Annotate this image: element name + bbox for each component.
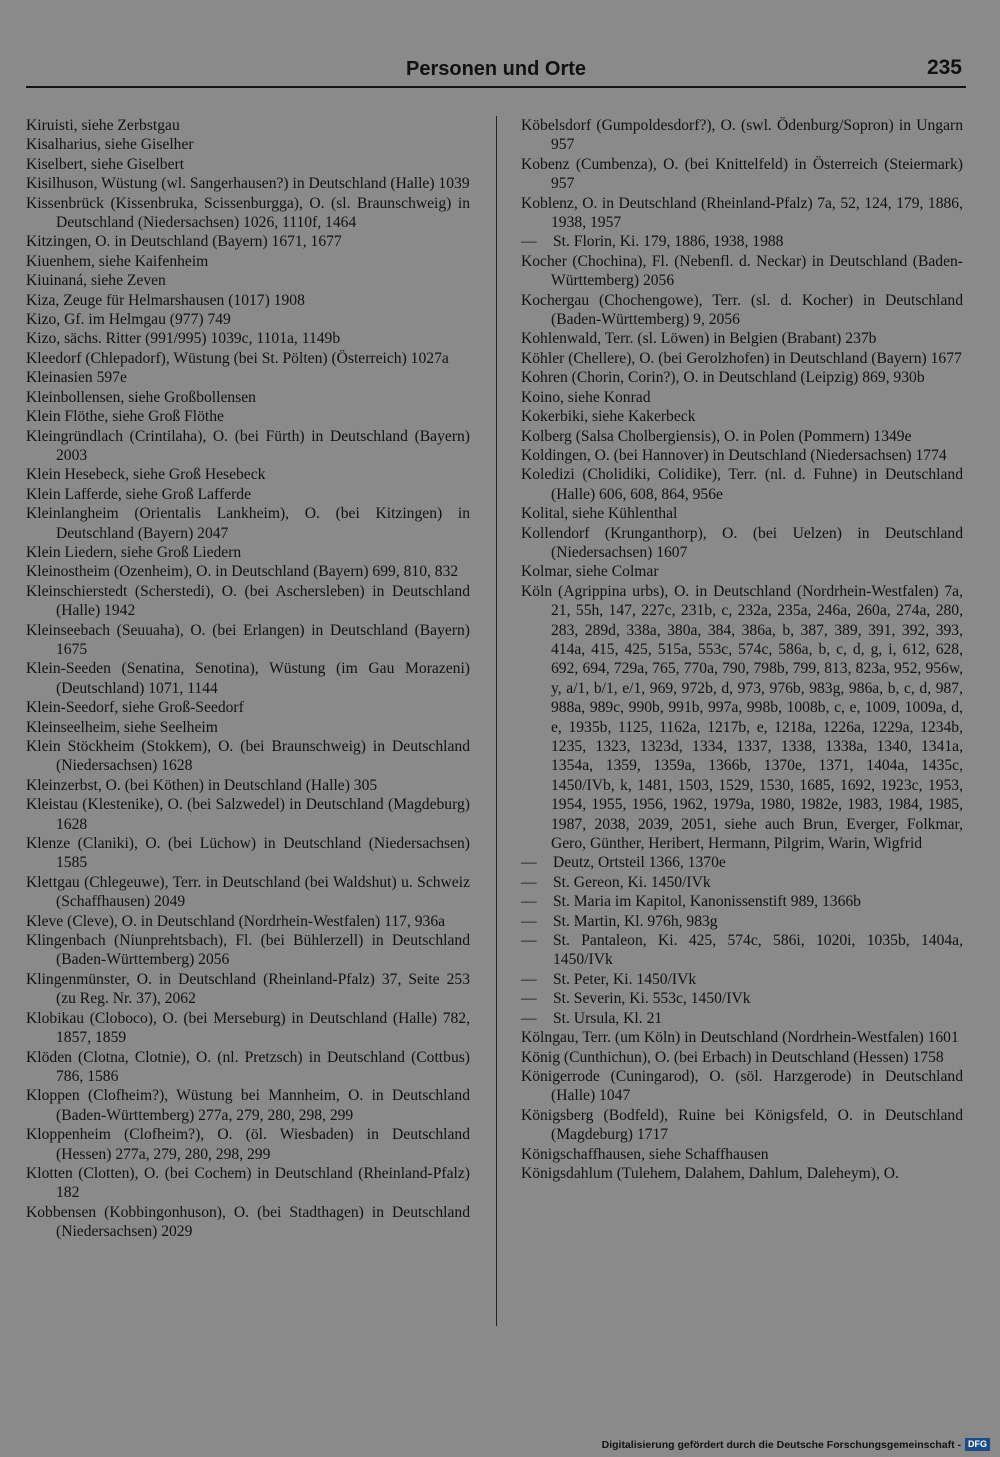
subentry-dash: — bbox=[521, 873, 537, 891]
subentry-dash: — bbox=[521, 1009, 537, 1027]
index-entry: Kisilhuson, Wüstung (wl. Sangerhausen?) in Deutschland (Halle) 1039 bbox=[26, 175, 470, 193]
index-subentry bbox=[521, 853, 963, 872]
index-entry: Kleve (Cleve), O. in Deutschland (Nordrhein-Westfalen) 117, 936a bbox=[26, 912, 446, 930]
index-entry: Kleinbollensen, siehe Großbollensen bbox=[26, 388, 256, 406]
index-entry: Kohren (Chorin, Corin?), O. in Deutschland (Leipzig) 869, 930b bbox=[521, 369, 925, 387]
index-entry: Kleinostheim (Ozenheim), O. in Deutschland (Bayern) 699, 810, 832 bbox=[26, 563, 459, 581]
subentry-text: St. Peter, Ki. 1450/IVk bbox=[553, 970, 697, 988]
index-entry: Kohlenwald, Terr. (sl. Löwen) in Belgien (Brabant) 237b bbox=[521, 330, 877, 348]
index-entry: Kloppenheim (Clofheim?), O. (öl. Wiesbaden) in Deutschland (Hessen) 277a, 279, 280, 298, 299 bbox=[26, 1126, 470, 1163]
index-entry: Klingenmünster, O. in Deutschland (Rheinland-Pfalz) 37, Seite 253 (zu Reg. Nr. 37), 2062 bbox=[26, 970, 470, 1008]
dfg-logo: DFG bbox=[965, 1438, 990, 1451]
index-entry: Klettgau (Chlegeuwe), Terr. in Deutschland (bei Waldshut) u. Schweiz (Schaffhausen) 2049 bbox=[26, 873, 470, 911]
index-entry: Kölngau, Terr. (um Köln) in Deutschland (Nordrhein-Westfalen) 1601 bbox=[521, 1029, 959, 1047]
subentry-text: St. Pantaleon, Ki. 425, 574c, 586i, 1020i, 1035b, 1404a, 1450/IVk bbox=[553, 932, 963, 969]
index-entry: Kleinschierstedt (Scherstedi), O. (bei Aschersleben) in Deutschland (Halle) 1942 bbox=[26, 582, 470, 620]
index-entry: Kochergau (Chochengowe), Terr. (sl. d. Kocher) in Deutschland (Baden-Württemberg) 9, 2056 bbox=[521, 291, 963, 329]
subentry-text: St. Ursula, Kl. 21 bbox=[553, 1009, 663, 1027]
index-entry: Kiruisti, siehe Zerbstgau bbox=[26, 117, 180, 134]
index-entry: Koledizi (Cholidiki, Colidike), Terr. (nl. d. Fuhne) in Deutschland (Halle) 606, 608, 864, 956e bbox=[521, 466, 963, 503]
subentry-dash: — bbox=[521, 893, 537, 911]
index-subentry bbox=[521, 232, 963, 251]
index-entry: Kitzingen, O. in Deutschland (Bayern) 1671, 1677 bbox=[26, 233, 342, 251]
index-entry: Kiza, Zeuge für Helmarshausen (1017) 1908 bbox=[26, 291, 305, 309]
index-entry: Kloppen (Clofheim?), Wüstung bei Mannheim, O. in Deutschland (Baden-Württemberg) 277a, 279, 280, 298, 299 bbox=[26, 1087, 470, 1124]
index-entry: Klöden (Clotna, Clotnie), O. (nl. Pretzsch) in Deutschland (Cottbus) 786, 1586 bbox=[26, 1048, 470, 1085]
index-entry: Kobbensen (Kobbingonhuson), O. (bei Stadthagen) in Deutschland (Niedersachsen) 2029 bbox=[26, 1203, 470, 1241]
index-entry: Klein Stöckheim (Stokkem), O. (bei Braunschweig) in Deutschland (Niedersachsen) 1628 bbox=[26, 738, 470, 775]
index-entry: Kocher (Chochina), Fl. (Nebenfl. d. Neckar) in Deutschland (Baden-Württemberg) 2056 bbox=[521, 252, 963, 290]
index-entry: Kokerbiki, siehe Kakerbeck bbox=[521, 408, 696, 426]
index-entry: Kleinseelheim, siehe Seelheim bbox=[26, 718, 218, 736]
subentry-text: St. Martin, Kl. 976h, 983g bbox=[553, 912, 718, 930]
index-entry: Klobikau (Cloboco), O. (bei Merseburg) in Deutschland (Halle) 782, 1857, 1859 bbox=[26, 1009, 470, 1047]
index-entry: Königschaffhausen, siehe Schaffhausen bbox=[521, 1145, 769, 1163]
index-entry: Köln (Agrippina urbs), O. in Deutschland (Nordrhein-Westfalen) 7a, 21, 55h, 147, 227c, 231b, c, 232a, 235a, 246a, 260a, 274a, 280, 283, 289d, 338a, 380a, 384, 386a, b, 387, 389, 391, 392, 393, 414a, 415, 425, 515a, 553c, 574c, 586a, b, c, d, g, i, 612, 628, 692, 694, 729a, 765, 770a, 790, 798b, 799, 813, 823a, 952, 956w, y, a/1, b/1, e/1, 969, 972b, d, 973, 976b, 983g, 986a, b, c, d, 987, 988a, 989c, 990b, 991b, 997a, 998b, 1008b, c, e, 1009, 1009a, d, e, 1935b, 1125, 1162a, 1217b, e, 1218a, 1226a, 1229a, 1234b, 1235, 1323, 1323d, 1334, 1337, 1338, 1338a, 1340, 1341a, 1354a, 1359, 1359a, 1366b, 1370e, 1371, 1404a, 1435c, 1450/IVb, k, 1481, 1503, 1529, 1530, 1685, 1692, 1923c, 1953, 1954, 1955, 1956, 1962, 1979a, 1980, 1982e, 1983, 1984, 1985, 1987, 2038, 2039, 2051, siehe auch Brun, Everger, Folkmar, Gero, Günther, Heribert, Hermann, Pilgrim, Warin, Wigfrid bbox=[521, 582, 963, 853]
index-entry: Klein Liedern, siehe Groß Liedern bbox=[26, 543, 242, 561]
index-entry: Klenze (Claniki), O. (bei Lüchow) in Deutschland (Niedersachsen) 1585 bbox=[26, 835, 470, 872]
index-entry: Kleedorf (Chlepadorf), Wüstung (bei St. Pölten) (Österreich) 1027a bbox=[26, 349, 449, 367]
index-entry: Klein-Seedorf, siehe Groß-Seedorf bbox=[26, 699, 244, 717]
index-entry: Koblenz, O. in Deutschland (Rheinland-Pfalz) 7a, 52, 124, 179, 1886, 1938, 1957 bbox=[521, 194, 963, 232]
subentry-text: St. Maria im Kapitol, Kanonissenstift 989, 1366b bbox=[553, 893, 861, 911]
subentry-text: Deutz, Ortsteil 1366, 1370e bbox=[553, 854, 726, 872]
index-entry: Kollendorf (Krunganthorp), O. (bei Uelzen) in Deutschland (Niedersachsen) 1607 bbox=[521, 524, 963, 561]
index-entry: Kisalharius, siehe Giselher bbox=[26, 136, 194, 154]
index-entry: Klein Lafferde, siehe Groß Lafferde bbox=[26, 485, 251, 503]
index-subentry bbox=[521, 1009, 963, 1028]
index-entry: Königsdahlum (Tulehem, Dalahem, Dahlum, Daleheym), O. bbox=[521, 1164, 899, 1182]
subentry-text: St. Florin, Ki. 179, 1886, 1938, 1988 bbox=[553, 233, 784, 251]
index-entry: Koino, siehe Konrad bbox=[521, 388, 651, 406]
page-number: 235 bbox=[926, 56, 962, 79]
right-column bbox=[521, 116, 963, 1183]
footer-text: Digitalisierung gefördert durch die Deutsche Forschungsgemeinschaft - bbox=[601, 1438, 961, 1451]
index-subentry bbox=[521, 931, 963, 970]
left-column bbox=[26, 116, 470, 1242]
index-entry: Kiselbert, siehe Giselbert bbox=[26, 155, 185, 173]
index-entry: Kolmar, siehe Colmar bbox=[521, 563, 659, 581]
index-subentry bbox=[521, 892, 963, 911]
index-entry: Kiuenhem, siehe Kaifenheim bbox=[26, 252, 209, 270]
index-subentry bbox=[521, 912, 963, 931]
page-header bbox=[26, 56, 966, 88]
subentry-text: St. Gereon, Ki. 1450/IVk bbox=[553, 873, 711, 891]
index-entry: Klein Flöthe, siehe Groß Flöthe bbox=[26, 408, 224, 426]
subentry-dash: — bbox=[521, 970, 537, 988]
index-entry: Klotten (Clotten), O. (bei Cochem) in Deutschland (Rheinland-Pfalz) 182 bbox=[26, 1164, 470, 1202]
index-entry: Königsberg (Bodfeld), Ruine bei Königsfeld, O. in Deutschland (Magdeburg) 1717 bbox=[521, 1106, 963, 1144]
page-title: Personen und Orte bbox=[405, 58, 587, 80]
index-entry: Klein-Seeden (Senatina, Senotina), Wüstung (im Gau Morazeni) (Deutschland) 1071, 1144 bbox=[26, 660, 470, 697]
column-divider bbox=[496, 116, 497, 1326]
index-entry: Klingenbach (Niunprehtsbach), Fl. (bei Bühlerzell) in Deutschland (Baden-Württemberg) 2056 bbox=[26, 932, 470, 969]
index-entry: Kiuinaná, siehe Zeven bbox=[26, 272, 166, 290]
index-entry: Kleistau (Klestenike), O. (bei Salzwedel) in Deutschland (Magdeburg) 1628 bbox=[26, 796, 470, 833]
subentry-text: St. Severin, Ki. 553c, 1450/IVk bbox=[553, 990, 751, 1008]
subentry-dash: — bbox=[521, 932, 537, 950]
index-subentry bbox=[521, 970, 963, 989]
index-entry: Kleinzerbst, O. (bei Köthen) in Deutschland (Halle) 305 bbox=[26, 776, 378, 794]
subentry-dash: — bbox=[521, 912, 537, 930]
index-entry: Kleinseebach (Seuuaha), O. (bei Erlangen) in Deutschland (Bayern) 1675 bbox=[26, 621, 470, 658]
index-entry: Kissenbrück (Kissenbruka, Scissenburgga), O. (sl. Braunschweig) in Deutschland (Niedersachsen) 1026, 1110f, 1464 bbox=[26, 194, 470, 232]
subentry-dash: — bbox=[521, 990, 537, 1008]
index-entry: Kizo, sächs. Ritter (991/995) 1039c, 1101a, 1149b bbox=[26, 330, 341, 348]
index-entry: Kobenz (Cumbenza), O. (bei Knittelfeld) in Österreich (Steiermark) 957 bbox=[521, 155, 963, 193]
index-entry: Kolberg (Salsa Cholbergiensis), O. in Polen (Pommern) 1349e bbox=[521, 427, 912, 445]
index-entry: Kleinlangheim (Orientalis Lankheim), O. (bei Kitzingen) in Deutschland (Bayern) 2047 bbox=[26, 505, 470, 542]
index-entry: Kleingründlach (Crintilaha), O. (bei Fürth) in Deutschland (Bayern) 2003 bbox=[26, 427, 470, 464]
index-subentry bbox=[521, 989, 963, 1008]
index-entry: Kleinasien 597e bbox=[26, 369, 127, 387]
footer-credit bbox=[602, 1438, 990, 1451]
index-entry: Königerrode (Cuningarod), O. (söl. Harzgerode) in Deutschland (Halle) 1047 bbox=[521, 1067, 963, 1105]
index-entry: König (Cunthichun), O. (bei Erbach) in Deutschland (Hessen) 1758 bbox=[521, 1048, 944, 1066]
index-entry: Köbelsdorf (Gumpoldesdorf?), O. (swl. Ödenburg/Sopron) in Ungarn 957 bbox=[521, 117, 963, 154]
index-entry: Kizo, Gf. im Helmgau (977) 749 bbox=[26, 311, 231, 329]
subentry-dash: — bbox=[521, 233, 537, 251]
index-entry: Köhler (Chellere), O. (bei Gerolzhofen) in Deutschland (Bayern) 1677 bbox=[521, 349, 962, 367]
index-subentry bbox=[521, 873, 963, 892]
subentry-dash: — bbox=[521, 854, 537, 872]
index-entry: Klein Hesebeck, siehe Groß Hesebeck bbox=[26, 466, 266, 484]
index-entry: Kolital, siehe Kühlenthal bbox=[521, 505, 678, 523]
index-entry: Koldingen, O. (bei Hannover) in Deutschland (Niedersachsen) 1774 bbox=[521, 446, 947, 464]
